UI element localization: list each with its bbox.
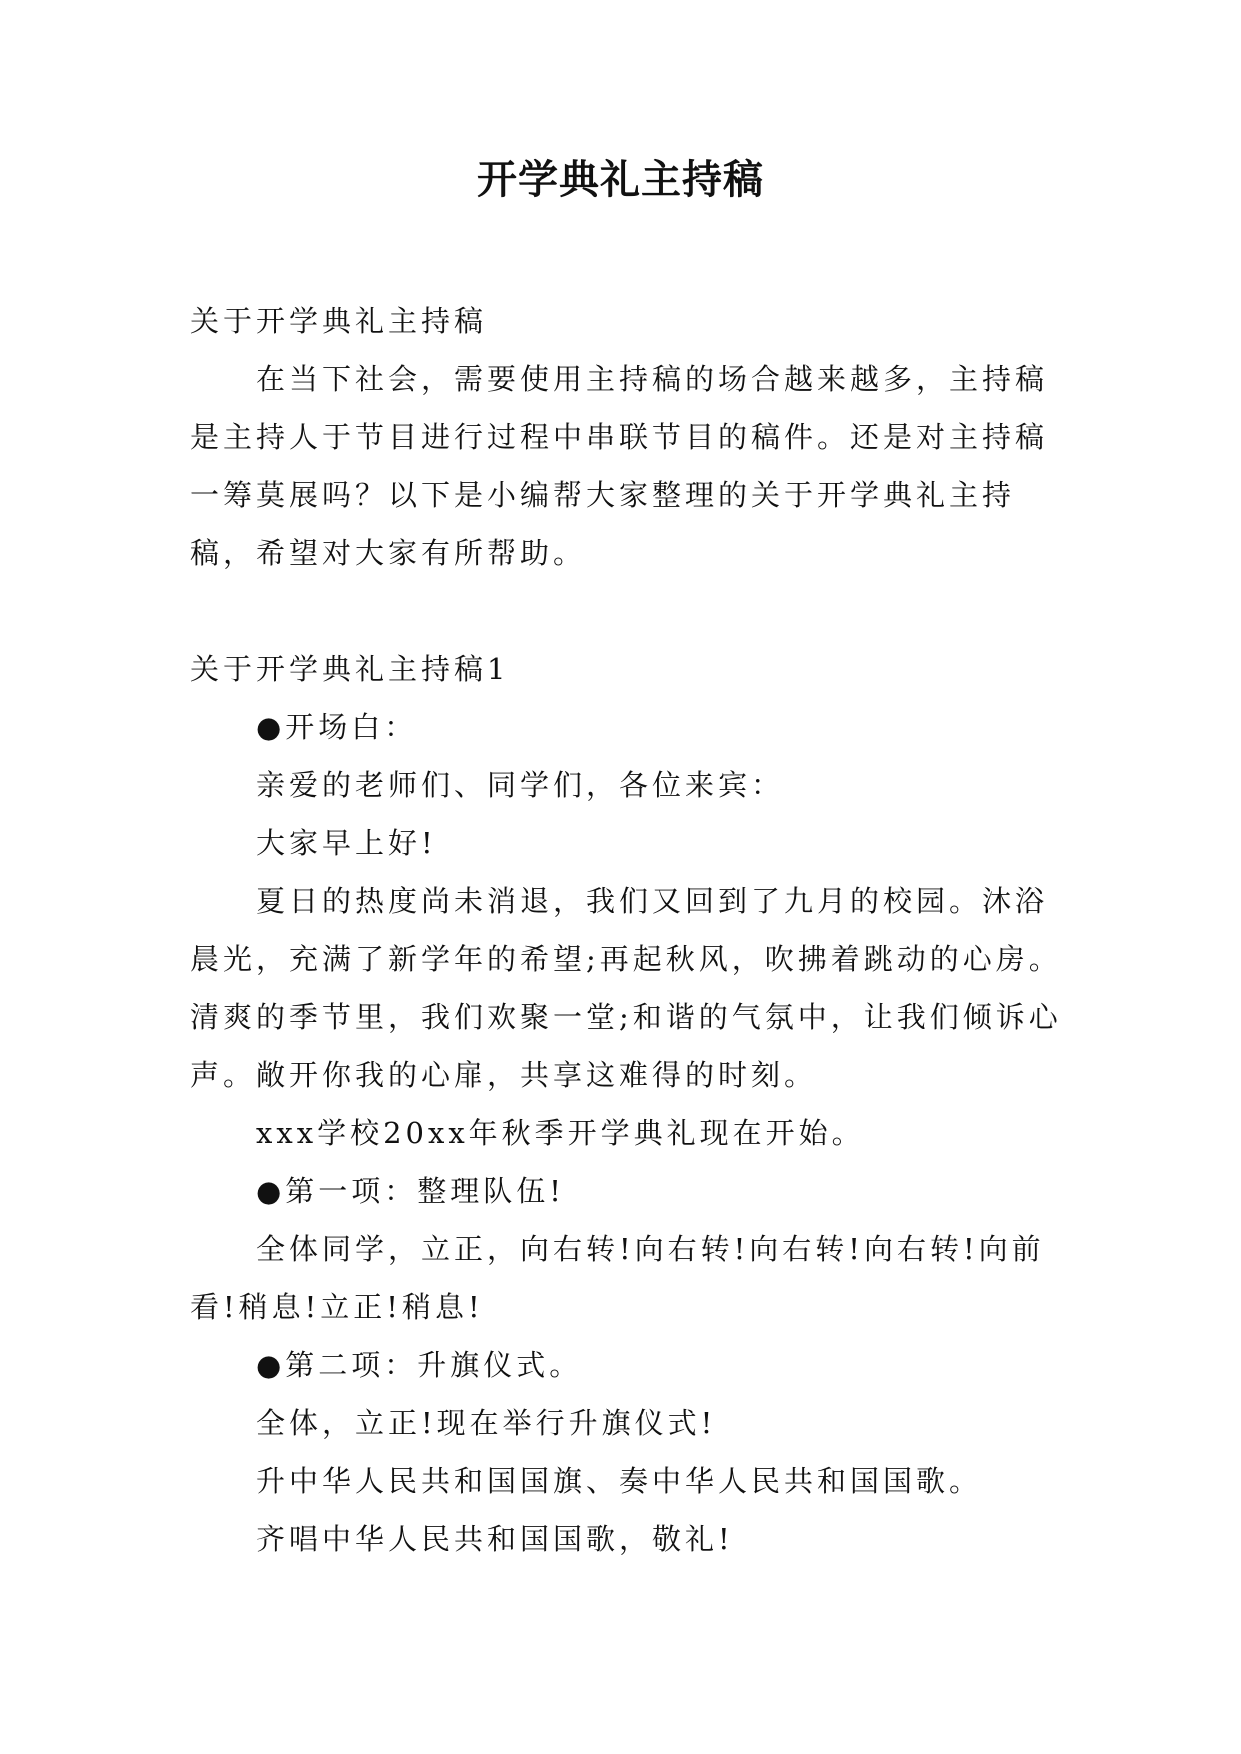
anthem-salute-line: 齐唱中华人民共和国国歌，敬礼! bbox=[256, 1522, 734, 1556]
agenda-item-one: ●第一项：整理队伍! bbox=[256, 1174, 565, 1208]
opening-paragraph: 夏日的热度尚未消退，我们又回到了九月的校园。沐浴晨光，充满了新学年的希望;再起秋风，吹拂着跳动的心房。清爽的季节里，我们欢聚一堂;和谐的气氛中，让我们倾诉心声。敞开你我的心扉，共享这难得的时刻。 bbox=[190, 884, 1062, 1092]
ceremony-start-line: xxx学校20xx年秋季开学典礼现在开始。 bbox=[256, 1116, 865, 1150]
good-morning-line: 大家早上好! bbox=[256, 826, 437, 860]
intro-heading: 关于开学典礼主持稿 bbox=[190, 304, 488, 338]
greeting-line: 亲爱的老师们、同学们，各位来宾： bbox=[256, 768, 785, 802]
document-body bbox=[190, 292, 1070, 1568]
page-title: 开学典礼主持稿 bbox=[477, 157, 764, 203]
flag-ceremony-line: 全体，立正!现在举行升旗仪式! bbox=[256, 1406, 717, 1440]
paragraph-gap bbox=[190, 582, 1070, 640]
section-heading: 关于开学典礼主持稿1 bbox=[190, 652, 510, 686]
flag-raising-line: 升中华人民共和国国旗、奏中华人民共和国国歌。 bbox=[256, 1464, 983, 1498]
intro-paragraph: 在当下社会，需要使用主持稿的场合越来越多，主持稿是主持人于节目进行过程中串联节目的稿件。还是对主持稿一筹莫展吗？以下是小编帮大家整理的关于开学典礼主持稿，希望对大家有所帮助。 bbox=[190, 362, 1049, 570]
opening-remarks-item: ●开场白： bbox=[256, 710, 418, 744]
agenda-item-two: ●第二项：升旗仪式。 bbox=[256, 1348, 583, 1382]
formation-commands: 全体同学，立正，向右转!向右转!向右转!向右转!向前看!稍息!立正!稍息! bbox=[190, 1232, 1045, 1324]
